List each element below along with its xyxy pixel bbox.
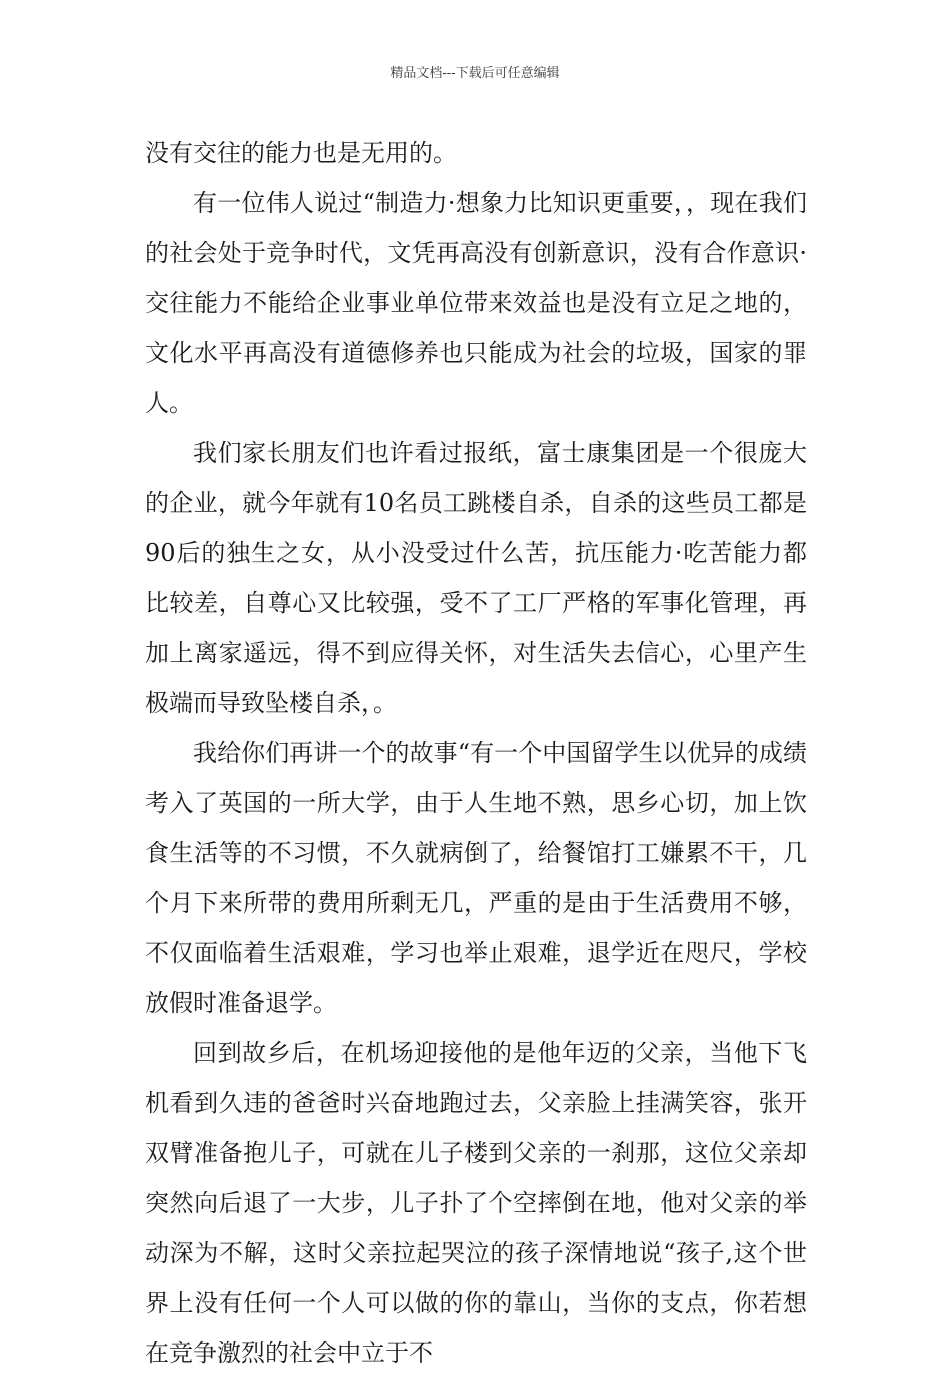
paragraph: 有一位伟人说过“制造力·想象力比知识更重要，，现在我们的社会处于竞争时代，文凭再高没有创新意识，没有合作意识·交往能力不能给企业事业单位带来效益也是没有立足之地的，文化水平再高没有道德修养也只能成为社会的垃圾，国家的罪人。 bbox=[145, 189, 807, 417]
document-body bbox=[145, 128, 807, 1378]
paragraph: 回到故乡后，在机场迎接他的是他年迈的父亲，当他下飞机看到久违的爸爸时兴奋地跑过去，父亲脸上挂满笑容，张开双臂准备抱儿子，可就在儿子楼到父亲的一刹那，这位父亲却突然向后退了一大步，儿子扑了个空摔倒在地，他对父亲的举动深为不解，这时父亲拉起哭泣的孩子深情地说“孩子,这个世界上没有任何一个人可以做的你的靠山，当你的支点，你若想在竞争激烈的社会中立于不 bbox=[145, 1039, 807, 1367]
page-header: 精品文档---下载后可任意编辑 bbox=[390, 66, 560, 81]
paragraph: 我们家长朋友们也许看过报纸，富士康集团是一个很庞大的企业，就今年就有10名员工跳楼自杀，自杀的这些员工都是90后的独生之女，从小没受过什么苦，抗压能力·吃苦能力都比较差，自尊心又比较强，受不了工厂严格的军事化管理，再加上离家遥远，得不到应得关怀，对生活失去信心，心里产生极端而导致坠楼自杀，。 bbox=[145, 439, 807, 717]
paragraph: 没有交往的能力也是无用的。 bbox=[145, 139, 457, 167]
paragraph: 我给你们再讲一个的故事“有一个中国留学生以优异的成绩考入了英国的一所大学，由于人生地不熟，思乡心切，加上饮食生活等的不习惯，不久就病倒了，给餐馆打工嫌累不干，几个月下来所带的费用所剩无几，严重的是由于生活费用不够，不仅面临着生活艰难，学习也举止艰难，退学近在咫尺，学校放假时准备退学。 bbox=[145, 739, 807, 1017]
